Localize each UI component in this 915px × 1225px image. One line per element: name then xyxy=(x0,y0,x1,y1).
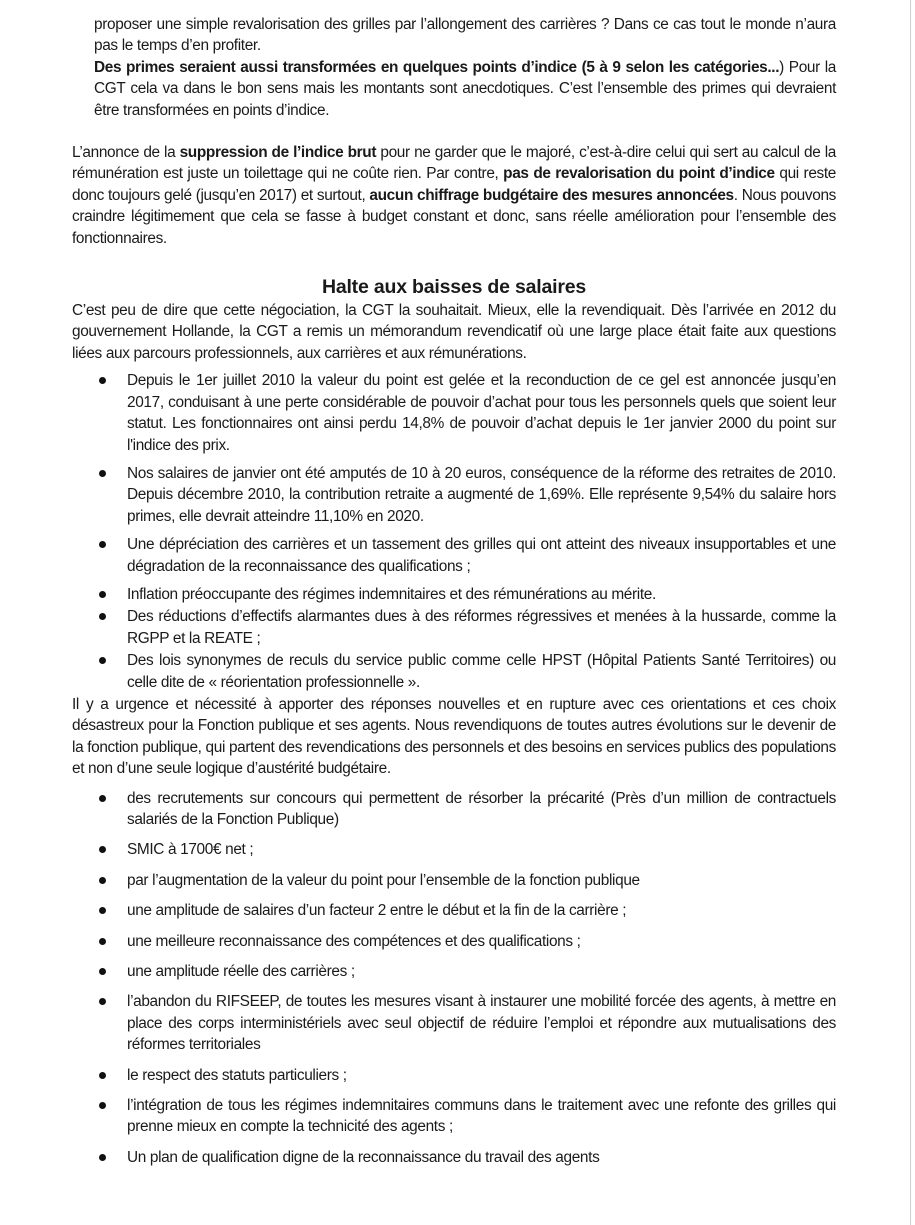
bullet-icon xyxy=(99,591,106,598)
list-item-text: Des lois synonymes de reculs du service public comme celle HPST (Hôpital Patients Santé Territoires) ou celle dite de « réorientation professionnelle ». xyxy=(127,652,836,691)
list-item xyxy=(72,650,836,693)
annonce-text-1: L’annonce de la xyxy=(72,144,180,162)
bullet-icon xyxy=(99,1102,106,1109)
spacer xyxy=(72,121,836,142)
list-item-text: une amplitude réelle des carrières ; xyxy=(127,963,355,981)
list-item-text: SMIC à 1700€ net ; xyxy=(127,841,254,859)
list-item-text: Une dépréciation des carrières et un tassement des grilles qui ont atteint des niveaux insupportables et une dégradation de la reconnaissance des qualifications ; xyxy=(127,536,836,575)
annonce-text-2: pour ne garder que le majoré, c’est-à-dire celui qui sert au calcul de la rémunération est juste un toilettage qui ne coûte rien. Par contre, xyxy=(72,144,836,183)
bullet-icon xyxy=(99,1154,106,1161)
revendications-list xyxy=(72,788,836,1169)
list-item-text: l’abandon du RIFSEEP, de toutes les mesures visant à instaurer une mobilité forcée des agents, à mettre en place des corps interministériels avec seul objectif de réduire l’emploi et répondre aux mutualisations des réformes territoriales xyxy=(127,993,836,1054)
list-item xyxy=(72,584,836,605)
list-item xyxy=(72,1065,836,1086)
list-item xyxy=(72,991,836,1055)
annonce-text-4: . Nous pouvons craindre légitimement que cela se fasse à budget constant et donc, sans réelle amélioration pour l’ensemble des fonctionnaires. xyxy=(72,186,837,247)
list-item xyxy=(72,870,836,891)
intro-paragraph-1: proposer une simple revalorisation des grilles par l’allongement des carrières ? Dans ce cas tout le monde n’aura pas le temps d’en profiter. xyxy=(94,16,836,55)
intro-paragraph-2-rest: ) Pour la CGT cela va dans le bon sens mais les montants sont anecdotiques. C’est l’ensemble des primes qui devraient être transformées en points d’indice. xyxy=(94,58,836,119)
list-item-text: l’intégration de tous les régimes indemnitaires communs dans le traitement avec une refonte des grilles qui prenne mieux en compte la technicité des agents ; xyxy=(127,1097,836,1136)
annonce-text-3: qui reste donc toujours gelé (jusqu’en 2017) et surtout, xyxy=(72,165,837,204)
list-item xyxy=(72,606,836,649)
list-item xyxy=(72,370,836,456)
annonce-bold-3: aucun chiffrage budgétaire des mesures annoncées xyxy=(369,186,734,204)
bullet-icon xyxy=(99,907,106,914)
bullet-icon xyxy=(99,846,106,853)
section-lead-paragraph: C’est peu de dire que cette négociation, la CGT la souhaitait. Mieux, elle la revendiquait. Dès l’arrivée en 2012 du gouvernement Hollande, la CGT a remis un mémorandum revendicatif où une large place était faite aux questions liées aux parcours professionnels, aux carrières et aux rémunérations. xyxy=(72,302,836,362)
list-item-text: Nos salaires de janvier ont été amputés de 10 à 20 euros, conséquence de la réforme des retraites de 2010. Depuis décembre 2010, la contribution retraite a augmenté de 1,69%. Elle représente 9,54% du salaire hors primes, elle devrait atteindre 11,10% en 2020. xyxy=(127,464,836,525)
bullet-icon xyxy=(99,377,106,384)
list-item-text: une amplitude de salaires d’un facteur 2 entre le début et la fin de la carrière ; xyxy=(127,902,627,920)
list-item-text: le respect des statuts particuliers ; xyxy=(127,1066,347,1084)
list-item-text: une meilleure reconnaissance des compétences et des qualifications ; xyxy=(127,932,581,950)
list-item xyxy=(72,1095,836,1138)
bullet-icon xyxy=(99,613,106,620)
bullet-icon xyxy=(99,657,106,664)
list-item-text: par l’augmentation de la valeur du point pour l’ensemble de la fonction publique xyxy=(127,871,640,889)
intro-paragraph-2-bold: Des primes seraient aussi transformées en quelques points d’indice (5 à 9 selon les catégories... xyxy=(94,58,780,76)
list-item-text: Un plan de qualification digne de la reconnaissance du travail des agents xyxy=(127,1148,600,1166)
list-item xyxy=(72,534,836,577)
section-heading: Halte aux baisses de salaires xyxy=(321,276,587,299)
list-item-text: Depuis le 1er juillet 2010 la valeur du point est gelée et la reconduction de ce gel est annoncée jusqu’en 2017, conduisant à une perte considérable de pouvoir d’achat pour tous les personnels quels que soient leur statut. Les fonctionnaires ont ainsi perdu 14,8% de pouvoir d’achat depuis le 1er janvier 2000 du point sur l'indice des prix. xyxy=(127,372,836,454)
annonce-bold-1: suppression de l’indice brut xyxy=(179,144,377,162)
intro-paragraph-2 xyxy=(72,57,836,121)
bullet-icon xyxy=(99,877,106,884)
list-item xyxy=(72,788,836,831)
bullet-icon xyxy=(99,541,106,548)
page-edge-line xyxy=(910,0,911,1225)
list-item xyxy=(72,463,836,527)
bullet-icon xyxy=(99,938,106,945)
list-item-text: Des réductions d’effectifs alarmantes dues à des réformes régressives et menées à la hussarde, comme la RGPP et la REATE ; xyxy=(127,608,836,647)
annonce-bold-2: pas de revalorisation du point d’indice xyxy=(503,165,775,183)
urgence-paragraph: Il y a urgence et nécessité à apporter des réponses nouvelles et en rupture avec ces orientations et ces choix désastreux pour la Fonction publique et ses agents. Nous revendiquons de toutes autres évolutions sur le devenir de la fonction publique, qui partent des revendications des personnels et des besoins en services publics des populations et non d’une seule logique d’austérité budgétaire. xyxy=(72,695,836,778)
bullet-icon xyxy=(99,470,106,477)
spacer xyxy=(72,249,836,274)
list-item-text: des recrutements sur concours qui permettent de résorber la précarité (Près d’un million de contractuels salariés de la Fonction Publique) xyxy=(127,789,836,828)
bullet-icon xyxy=(99,968,106,975)
list-item xyxy=(72,931,836,952)
bullet-icon xyxy=(99,998,106,1005)
bullet-icon xyxy=(99,795,106,802)
document-page xyxy=(72,14,836,1177)
list-item xyxy=(72,1147,836,1168)
list-item xyxy=(72,839,836,860)
bullet-icon xyxy=(99,1072,106,1079)
annonce-paragraph xyxy=(72,142,836,249)
list-item-text: Inflation préoccupante des régimes indemnitaires et des rémunérations au mérite. xyxy=(127,585,656,603)
list-item xyxy=(72,961,836,982)
constats-list xyxy=(72,370,836,693)
list-item xyxy=(72,900,836,921)
